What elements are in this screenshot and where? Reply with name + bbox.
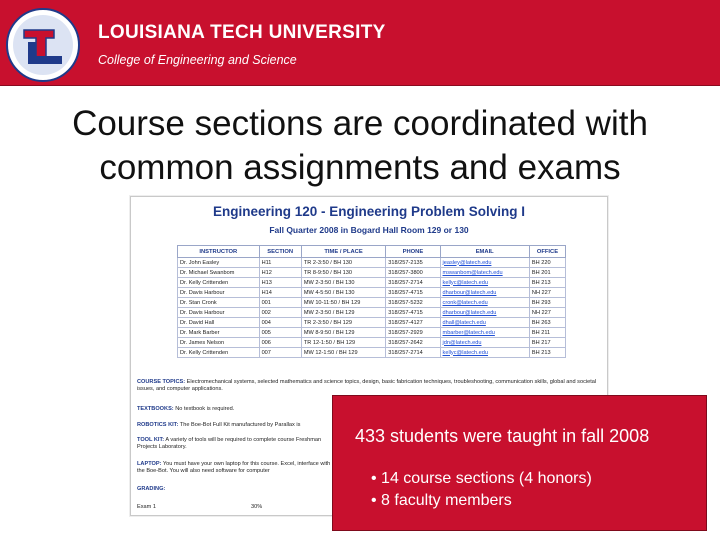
table-cell: BH 293	[529, 298, 565, 308]
table-row	[178, 348, 566, 358]
table-cell: H14	[259, 288, 301, 298]
table-cell: 318/257-2714	[386, 278, 440, 288]
exam-1-weight: 30%	[251, 504, 263, 510]
table-cell: Dr. Davis Harbour	[178, 288, 260, 298]
column-header: INSTRUCTOR	[178, 246, 260, 258]
robotics-kit	[137, 422, 337, 428]
table-row	[178, 308, 566, 318]
table-cell: Dr. Mark Barber	[178, 328, 260, 338]
laptop	[137, 461, 337, 475]
table-cell: MW 2-3:50 / BH 130	[301, 278, 385, 288]
laptop-label: LAPTOP:	[137, 461, 162, 467]
table-cell: Dr. Kelly Crittenden	[178, 278, 260, 288]
table-cell: BH 213	[529, 278, 565, 288]
table-cell: mswanbom@latech.edu	[440, 268, 529, 278]
table-row	[178, 278, 566, 288]
table-cell: H12	[259, 268, 301, 278]
section-schedule-table	[177, 245, 566, 358]
table-cell: BH 263	[529, 318, 565, 328]
callout-bullets	[371, 468, 592, 512]
table-cell: kellyc@latech.edu	[440, 348, 529, 358]
grading-label: GRADING:	[137, 486, 166, 492]
table-cell: Dr. John Easley	[178, 258, 260, 268]
column-header: EMAIL	[440, 246, 529, 258]
table-cell: dhall@latech.edu	[440, 318, 529, 328]
table-row	[178, 328, 566, 338]
robotics-kit-label: ROBOTICS KIT:	[137, 422, 179, 428]
table-cell: 004	[259, 318, 301, 328]
table-cell: MW 8-9:50 / BH 129	[301, 328, 385, 338]
callout-heading: 433 students were taught in fall 2008	[355, 426, 650, 446]
table-cell: Dr. Michael Swanbom	[178, 268, 260, 278]
header-bar	[0, 0, 720, 86]
course-topics-text: Electromechanical systems, selected mathematics and science topics, design, basic fabrication techniques, troubleshooting, communication skills, global and societal issues, and computer applications.	[137, 379, 597, 392]
table-cell: 006	[259, 338, 301, 348]
table-cell: TR 12-1:50 / BH 129	[301, 338, 385, 348]
table-cell: NH 227	[529, 288, 565, 298]
table-cell: 005	[259, 328, 301, 338]
column-header: PHONE	[386, 246, 440, 258]
slide-title	[0, 102, 720, 190]
syllabus-title: Engineering 120 - Engineering Problem Solving I	[212, 204, 526, 219]
table-cell: MW 10-11:50 / BH 129	[301, 298, 385, 308]
table-cell: 318/257-4715	[386, 308, 440, 318]
textbooks-label: TEXTBOOKS:	[137, 406, 174, 412]
tool-kit-label: TOOL KIT:	[137, 437, 165, 443]
table-cell: Dr. David Hall	[178, 318, 260, 328]
college-name: College of Engineering and Science	[98, 53, 297, 67]
table-row	[178, 258, 566, 268]
enrollment-callout	[332, 395, 707, 531]
table-row	[178, 318, 566, 328]
table-row	[178, 298, 566, 308]
syllabus-subtitle: Fall Quarter 2008 in Bogard Hall Room 129 or 130	[269, 225, 469, 235]
table-cell: 318/257-2714	[386, 348, 440, 358]
table-cell: 318/257-3800	[386, 268, 440, 278]
table-cell: MW 4-5:50 / BH 130	[301, 288, 385, 298]
table-cell: 318/257-4715	[386, 288, 440, 298]
university-name: LOUISIANA TECH UNIVERSITY	[98, 22, 386, 43]
table-cell: Dr. Kelly Crittenden	[178, 348, 260, 358]
course-topics-label: COURSE TOPICS:	[137, 379, 186, 385]
table-cell: BH 217	[529, 338, 565, 348]
table-cell: TR 2-3:50 / BH 129	[301, 318, 385, 328]
table-cell: TR 2-3:50 / BH 130	[301, 258, 385, 268]
table-cell: 318/257-2929	[386, 328, 440, 338]
table-cell: 318/257-5232	[386, 298, 440, 308]
table-header-row	[178, 246, 566, 258]
course-topics	[137, 379, 602, 393]
slide-title-line-1: Course sections are coordinated with	[72, 104, 648, 143]
table-row	[178, 268, 566, 278]
table-cell: Dr. James Nelson	[178, 338, 260, 348]
table-cell: BH 211	[529, 328, 565, 338]
table-row	[178, 288, 566, 298]
table-cell: 001	[259, 298, 301, 308]
table-cell: BH 201	[529, 268, 565, 278]
table-cell: jeasley@latech.edu	[440, 258, 529, 268]
table-cell: cronk@latech.edu	[440, 298, 529, 308]
slide-title-line-2: common assignments and exams	[99, 148, 621, 187]
louisiana-tech-logo-icon	[6, 8, 80, 82]
table-cell: TR 8-9:50 / BH 130	[301, 268, 385, 278]
table-cell: H11	[259, 258, 301, 268]
callout-bullet: • 14 course sections (4 honors)	[371, 468, 592, 490]
table-cell: dharbour@latech.edu	[440, 308, 529, 318]
table-cell: BH 213	[529, 348, 565, 358]
tool-kit-text: A variety of tools will be required to complete course Freshman Projects Laboratory.	[137, 437, 322, 450]
table-cell: BH 220	[529, 258, 565, 268]
column-header: SECTION	[259, 246, 301, 258]
textbooks-text: No textbook is required.	[175, 406, 235, 412]
textbooks	[137, 406, 234, 412]
robotics-kit-text: The Boe-Bot Full Kit manufactured by Parallax is	[179, 422, 301, 428]
column-header: OFFICE	[529, 246, 565, 258]
table-cell: MW 12-1:50 / BH 129	[301, 348, 385, 358]
table-cell: mbarber@latech.edu	[440, 328, 529, 338]
table-cell: 002	[259, 308, 301, 318]
table-cell: kellyc@latech.edu	[440, 278, 529, 288]
exam-1-label: Exam 1	[137, 504, 156, 510]
table-cell: MW 2-3:50 / BH 129	[301, 308, 385, 318]
tool-kit	[137, 437, 337, 451]
table-cell: 007	[259, 348, 301, 358]
table-cell: NH 227	[529, 308, 565, 318]
table-cell: 318/257-2642	[386, 338, 440, 348]
table-cell: dharbour@latech.edu	[440, 288, 529, 298]
column-header: TIME / PLACE	[301, 246, 385, 258]
table-cell: 318/257-4127	[386, 318, 440, 328]
callout-bullet: • 8 faculty members	[371, 490, 592, 512]
table-cell: 318/257-2135	[386, 258, 440, 268]
table-cell: Dr. Stan Cronk	[178, 298, 260, 308]
table-cell: jdn@latech.edu	[440, 338, 529, 348]
table-row	[178, 338, 566, 348]
laptop-text: You must have your own laptop for this course. Excel, interface with the Boe-Bot. You will also need software for computer	[137, 461, 331, 474]
table-cell: Dr. Davis Harbour	[178, 308, 260, 318]
table-cell: H13	[259, 278, 301, 288]
